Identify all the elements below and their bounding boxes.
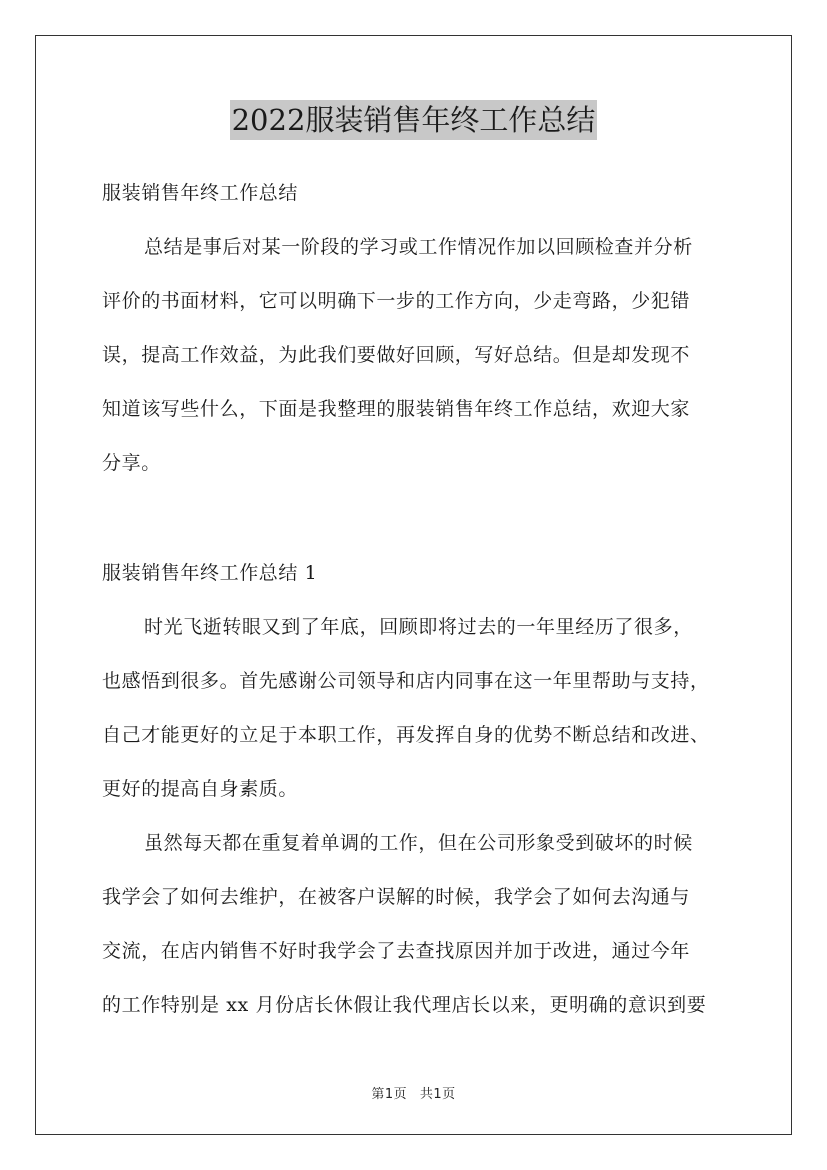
intro-line: 误，提高工作效益，为此我们要做好回顾，写好总结。但是却发现不 (102, 344, 691, 366)
paragraph-line: 交流，在店内销售不好时我学会了去查找原因并加于改进，通过今年 (102, 940, 691, 962)
page-total: 共1页 (419, 1087, 456, 1102)
paragraph-line: 时光飞逝转眼又到了年底，回顾即将过去的一年里经历了很多， (144, 616, 693, 638)
intro-line: 知道该写些什么，下面是我整理的服装销售年终工作总结，欢迎大家 (102, 398, 691, 420)
paragraph-line: 的工作特别是 xx 月份店长休假让我代理店长以来，更明确的意识到要 (102, 994, 707, 1016)
section-heading: 服装销售年终工作总结 1 (102, 562, 318, 584)
intro-line: 评价的书面材料，它可以明确下一步的工作方向，少走弯路，少犯错 (102, 290, 691, 312)
paragraph-line: 虽然每天都在重复着单调的工作，但在公司形象受到破坏的时候 (144, 832, 693, 854)
document-subtitle: 服装销售年终工作总结 (102, 182, 299, 204)
document-title: 2022服装销售年终工作总结 (230, 100, 598, 140)
intro-line: 分享。 (102, 452, 161, 474)
intro-line: 总结是事后对某一阶段的学习或工作情况作加以回顾检查并分析 (144, 236, 693, 258)
paragraph-line: 更好的提高自身素质。 (102, 778, 299, 800)
paragraph-line: 也感悟到很多。首先感谢公司领导和店内同事在这一年里帮助与支持， (102, 670, 710, 692)
page-number: 第1页 (371, 1087, 408, 1102)
page-footer (0, 1083, 827, 1102)
paragraph-line: 我学会了如何去维护，在被客户误解的时候，我学会了如何去沟通与 (102, 886, 691, 908)
title-container (0, 100, 827, 140)
paragraph-line: 自己才能更好的立足于本职工作，再发挥自身的优势不断总结和改进、 (102, 724, 710, 746)
